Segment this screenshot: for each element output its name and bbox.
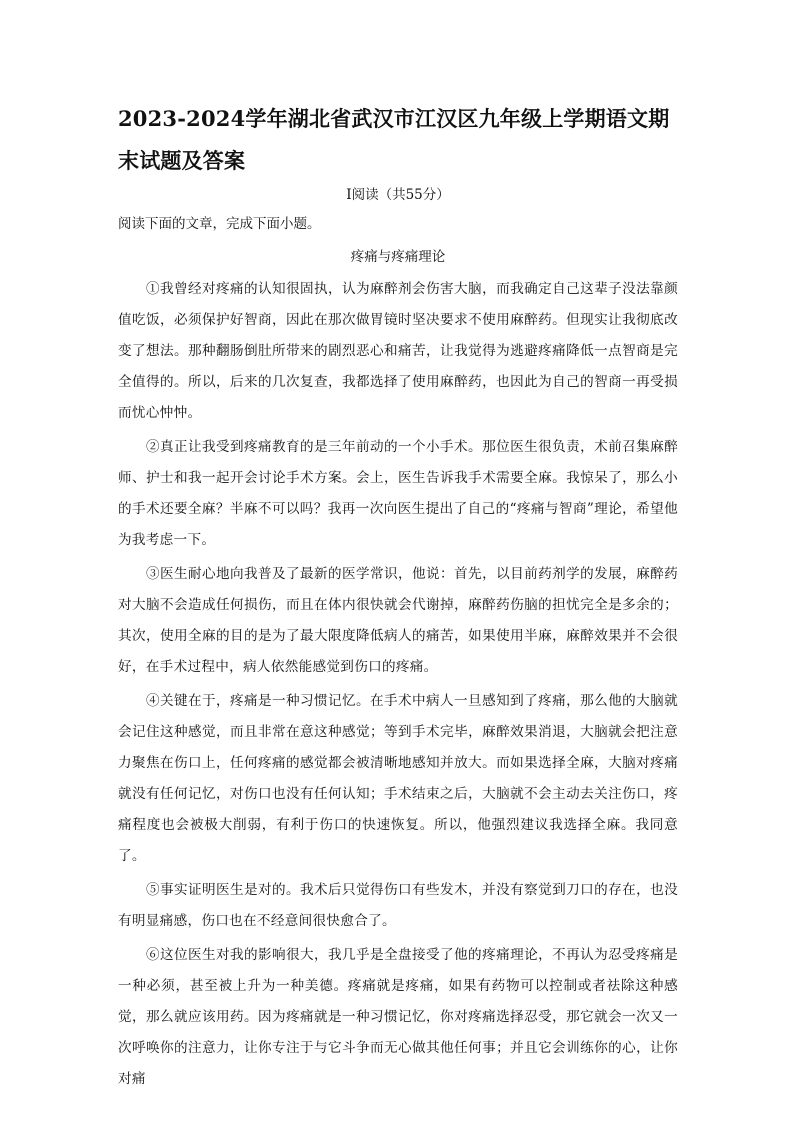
article-title: 疼痛与疼痛理论 [350, 249, 446, 265]
paragraph-6: ⑥这位医生对我的影响很大，我几乎是全盘接受了他的疼痛理论，不再认为忍受疼痛是一种必须，甚至被上升为一种美德。疼痛就是疼痛，如果有药物可以控制或者祛除这种感觉，那么就应该用药。因为疼痛就是一种习惯记忆，你对疼痛选择忍受，那它就会一次又一次呼唤你的注意力，让你专注于与它斗争而无心做其他任何事；并且它会训练你的心，让你对痛 [118, 947, 678, 1087]
paragraph-2: ②真正让我受到疼痛教育的是三年前动的一个小手术。那位医生很负责，术前召集麻醉师、护士和我一起开会讨论手术方案。会上，医生告诉我手术需要全麻。我惊呆了，那么小的手术还要全麻？半麻不可以吗？我再一次向医生提出了自己的“疼痛与智商”理论，希望他为我考虑一下。 [118, 439, 678, 548]
paragraph-3: ③医生耐心地向我普及了最新的医学常识，他说：首先，以目前药剂学的发展，麻醉药对大脑不会造成任何损伤，而且在体内很快就会代谢掉，麻醉药伤脑的担忧完全是多余的；其次，使用全麻的目的是为了最大限度降低病人的痛苦，如果使用半麻，麻醉效果并不会很好，在手术过程中，病人依然能感觉到伤口的疼痛。 [118, 566, 678, 675]
paragraph-4: ④关键在于，疼痛是一种习惯记忆。在手术中病人一旦感知到了疼痛，那么他的大脑就会记住这种感觉，而且非常在意这种感觉；等到手术完毕，麻醉效果消退，大脑就会把注意力聚焦在伤口上，任何疼痛的感觉都会被清晰地感知并放大。而如果选择全麻，大脑对疼痛就没有任何记忆，对伤口也没有任何认知；手术结束之后，大脑就不会主动去关注伤口，疼痛程度也会被极大削弱，有利于伤口的快速恢复。所以，他强烈建议我选择全麻。我同意了。 [118, 693, 678, 864]
article-body [118, 274, 678, 1098]
section-heading: I阅读（共55分） [346, 187, 450, 203]
paragraph-5: ⑤事实证明医生是对的。我术后只觉得伤口有些发木，并没有察觉到刀口的存在，也没有明显痛感，伤口也在不经意间很快愈合了。 [118, 882, 678, 929]
document-title: 2023-2024学年湖北省武汉市江汉区九年级上学期语文期末试题及答案 [118, 106, 670, 173]
paragraph-1: ①我曾经对疼痛的认知很固执，认为麻醉剂会伤害大脑，而我确定自己这辈子没法靠颜值吃饭，必须保护好智商，因此在那次做胃镜时坚决要求不使用麻醉药。但现实让我彻底改变了想法。那种翻肠倒肚所带来的剧烈恶心和痛苦，让我觉得为逃避疼痛降低一点智商是完全值得的。所以，后来的几次复查，我都选择了使用麻醉药，也因此为自己的智商一再受损而忧心忡忡。 [118, 281, 678, 421]
reading-instruction: 阅读下面的文章，完成下面小题。 [118, 216, 321, 232]
